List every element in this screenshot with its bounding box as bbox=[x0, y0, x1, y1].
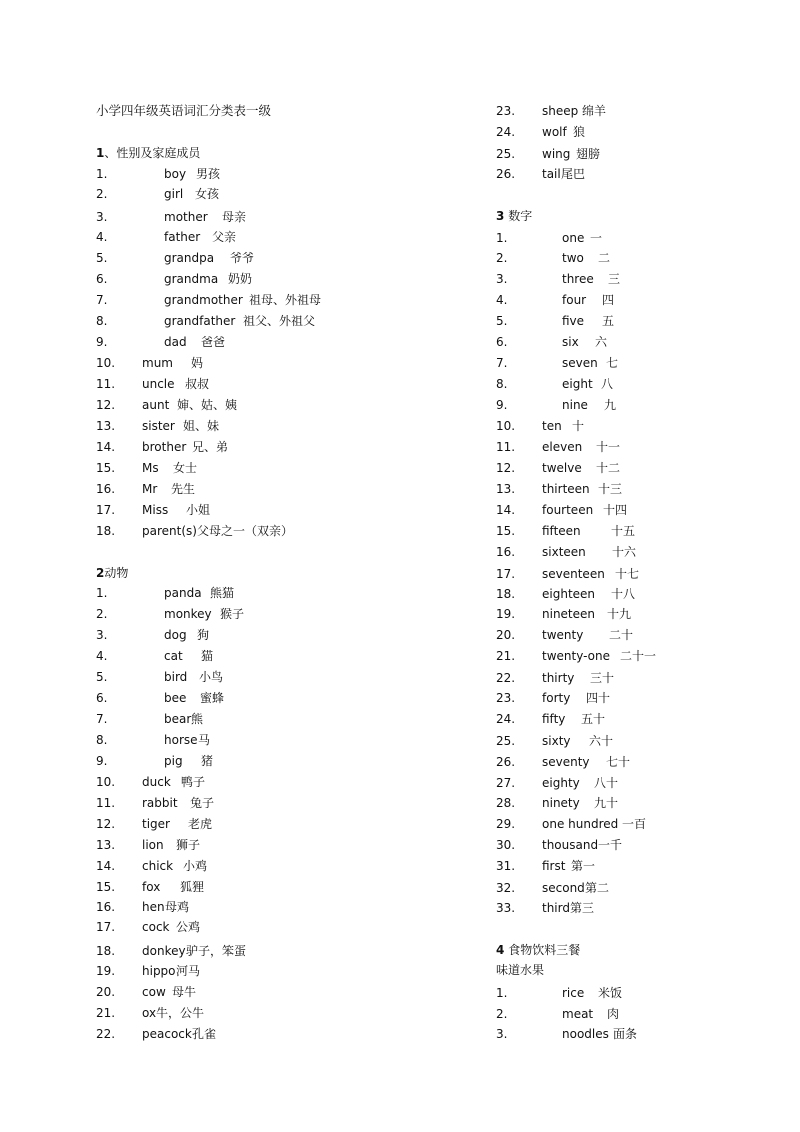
english-word: fifty bbox=[542, 712, 566, 726]
item-number: 12. bbox=[96, 817, 116, 831]
english-word: hippo bbox=[142, 964, 176, 978]
chinese-meaning: 米饭 bbox=[598, 986, 623, 1000]
item-number: 12. bbox=[496, 461, 516, 475]
item-number: 12. bbox=[96, 398, 116, 412]
item-number: 5. bbox=[96, 251, 108, 265]
english-word: grandmother bbox=[164, 293, 243, 307]
chinese-meaning: 祖母、外祖母 bbox=[249, 293, 322, 307]
english-word: meat bbox=[562, 1007, 594, 1021]
english-word: eight bbox=[562, 377, 593, 391]
chinese-meaning: 男孩 bbox=[196, 167, 221, 181]
item-number: 33. bbox=[496, 901, 516, 915]
english-word: mother bbox=[164, 210, 208, 224]
section-title: 动物 bbox=[104, 566, 129, 580]
chinese-meaning: 母亲 bbox=[222, 210, 247, 224]
item-number: 24. bbox=[496, 712, 516, 726]
item-number: 4. bbox=[496, 293, 508, 307]
chinese-meaning: 老虎 bbox=[188, 817, 213, 831]
english-word: dad bbox=[164, 335, 187, 349]
english-word: uncle bbox=[142, 377, 175, 391]
english-word: thirteen bbox=[542, 482, 590, 496]
item-number: 16. bbox=[496, 545, 516, 559]
item-number: 9. bbox=[96, 754, 108, 768]
item-number: 26. bbox=[496, 167, 516, 181]
item-number: 2. bbox=[96, 187, 108, 201]
english-word: peacock bbox=[142, 1027, 192, 1041]
english-word: rabbit bbox=[142, 796, 178, 810]
item-number: 8. bbox=[96, 733, 108, 747]
chinese-meaning: 二 bbox=[598, 251, 611, 265]
chinese-meaning: 母鸡 bbox=[165, 900, 190, 914]
chinese-meaning: 马 bbox=[198, 733, 211, 747]
section-heading-animals bbox=[96, 565, 128, 581]
english-word: cock bbox=[142, 920, 170, 934]
english-word: Ms bbox=[142, 461, 159, 475]
chinese-meaning: 小鸡 bbox=[183, 859, 208, 873]
chinese-meaning: 十二 bbox=[596, 461, 621, 475]
chinese-meaning: 女孩 bbox=[195, 187, 220, 201]
english-word: sister bbox=[142, 419, 175, 433]
english-word: sheep bbox=[542, 104, 579, 118]
english-word: parent(s) bbox=[142, 524, 197, 538]
item-number: 10. bbox=[96, 775, 116, 789]
chinese-meaning: 八 bbox=[601, 377, 614, 391]
chinese-meaning: 奶奶 bbox=[228, 272, 253, 286]
chinese-meaning: 十一 bbox=[596, 440, 621, 454]
english-word: tail bbox=[542, 167, 561, 181]
item-number: 10. bbox=[496, 419, 516, 433]
item-number: 15. bbox=[96, 461, 116, 475]
section-heading-family bbox=[96, 145, 200, 161]
chinese-meaning: 五十 bbox=[581, 712, 606, 726]
english-word: one hundred bbox=[542, 817, 619, 831]
chinese-meaning: 兄、弟 bbox=[192, 440, 229, 454]
english-word: eighteen bbox=[542, 587, 596, 601]
chinese-meaning: 三十 bbox=[590, 671, 615, 685]
chinese-meaning: 十五 bbox=[611, 524, 636, 538]
item-number: 13. bbox=[96, 838, 116, 852]
english-word: six bbox=[562, 335, 579, 349]
english-word: bee bbox=[164, 691, 187, 705]
english-word: second bbox=[542, 881, 585, 895]
item-number: 29. bbox=[496, 817, 516, 831]
item-number: 8. bbox=[96, 314, 108, 328]
english-word: horse bbox=[164, 733, 198, 747]
english-word: grandfather bbox=[164, 314, 236, 328]
item-number: 22. bbox=[496, 671, 516, 685]
chinese-meaning: 二十 bbox=[609, 628, 634, 642]
item-number: 17. bbox=[96, 920, 116, 934]
item-number: 21. bbox=[96, 1006, 116, 1020]
chinese-meaning: 九 bbox=[604, 398, 617, 412]
item-number: 1. bbox=[96, 167, 108, 181]
item-number: 16. bbox=[96, 482, 116, 496]
chinese-meaning: 父亲 bbox=[212, 230, 237, 244]
chinese-meaning: 婶、姑、姨 bbox=[177, 398, 238, 412]
item-number: 14. bbox=[96, 440, 116, 454]
english-word: dog bbox=[164, 628, 187, 642]
chinese-meaning: 十八 bbox=[611, 587, 636, 601]
english-word: pig bbox=[164, 754, 183, 768]
chinese-meaning: 八十 bbox=[594, 776, 619, 790]
item-number: 8. bbox=[496, 377, 508, 391]
chinese-meaning: 驴子，笨蛋 bbox=[186, 944, 247, 958]
item-number: 2. bbox=[496, 251, 508, 265]
english-word: cat bbox=[164, 649, 183, 663]
item-number: 18. bbox=[96, 944, 116, 958]
english-word: brother bbox=[142, 440, 187, 454]
chinese-meaning: 十七 bbox=[615, 567, 640, 581]
chinese-meaning: 狮子 bbox=[176, 838, 201, 852]
chinese-meaning: 十三 bbox=[598, 482, 623, 496]
chinese-meaning: 叔叔 bbox=[185, 377, 210, 391]
item-number: 19. bbox=[96, 964, 116, 978]
item-number: 18. bbox=[96, 524, 116, 538]
item-number: 10. bbox=[96, 356, 116, 370]
item-number: 20. bbox=[96, 985, 116, 999]
item-number: 23. bbox=[496, 104, 516, 118]
item-number: 3. bbox=[96, 210, 108, 224]
chinese-meaning: 公鸡 bbox=[176, 920, 201, 934]
item-number: 16. bbox=[96, 900, 116, 914]
chinese-meaning: 女士 bbox=[173, 461, 198, 475]
chinese-meaning: 十 bbox=[572, 419, 585, 433]
english-word: ox bbox=[142, 1006, 157, 1020]
chinese-meaning: 爷爷 bbox=[230, 251, 255, 265]
english-word: eleven bbox=[542, 440, 583, 454]
english-word: hen bbox=[142, 900, 165, 914]
english-word: three bbox=[562, 272, 594, 286]
english-word: boy bbox=[164, 167, 187, 181]
english-word: twenty bbox=[542, 628, 584, 642]
english-word: one bbox=[562, 231, 585, 245]
chinese-meaning: 孔雀 bbox=[192, 1027, 217, 1041]
item-number: 22. bbox=[96, 1027, 116, 1041]
english-word: aunt bbox=[142, 398, 170, 412]
item-number: 19. bbox=[496, 607, 516, 621]
chinese-meaning: 妈 bbox=[191, 356, 204, 370]
item-number: 30. bbox=[496, 838, 516, 852]
english-word: bird bbox=[164, 670, 188, 684]
english-word: two bbox=[562, 251, 584, 265]
item-number: 1. bbox=[496, 986, 508, 1000]
item-number: 4. bbox=[96, 649, 108, 663]
english-word: nineteen bbox=[542, 607, 596, 621]
english-word: ninety bbox=[542, 796, 580, 810]
english-word: panda bbox=[164, 586, 202, 600]
english-word: seventeen bbox=[542, 567, 605, 581]
item-number: 24. bbox=[496, 125, 516, 139]
english-word: Mr bbox=[142, 482, 158, 496]
chinese-meaning: 河马 bbox=[176, 964, 201, 978]
item-number: 3. bbox=[496, 1027, 508, 1041]
item-number: 7. bbox=[96, 712, 108, 726]
section-title: 数字 bbox=[508, 209, 533, 223]
english-word: tiger bbox=[142, 817, 170, 831]
item-number: 11. bbox=[96, 796, 116, 810]
section-heading-food-line2: 味道水果 bbox=[496, 963, 545, 977]
chinese-meaning: 五 bbox=[602, 314, 615, 328]
chinese-meaning: 六 bbox=[595, 335, 608, 349]
english-word: bear bbox=[164, 712, 192, 726]
item-number: 18. bbox=[496, 587, 516, 601]
english-word: forty bbox=[542, 691, 571, 705]
item-number: 11. bbox=[496, 440, 516, 454]
chinese-meaning: 熊 bbox=[191, 712, 204, 726]
item-number: 1. bbox=[496, 231, 508, 245]
chinese-meaning: 小姐 bbox=[186, 503, 211, 517]
english-word: nine bbox=[562, 398, 588, 412]
chinese-meaning: 十六 bbox=[612, 545, 637, 559]
english-word: four bbox=[562, 293, 587, 307]
english-word: fourteen bbox=[542, 503, 594, 517]
english-word: father bbox=[164, 230, 201, 244]
chinese-meaning: 十四 bbox=[603, 503, 628, 517]
english-word: mum bbox=[142, 356, 173, 370]
item-number: 6. bbox=[496, 335, 508, 349]
section-number: 4 bbox=[496, 943, 505, 957]
chinese-meaning: 牛，公牛 bbox=[156, 1006, 205, 1020]
item-number: 2. bbox=[96, 607, 108, 621]
english-word: twelve bbox=[542, 461, 582, 475]
english-word: noodles bbox=[562, 1027, 609, 1041]
chinese-meaning: 蜜蜂 bbox=[200, 691, 225, 705]
item-number: 3. bbox=[496, 272, 508, 286]
english-word: third bbox=[542, 901, 570, 915]
english-word: girl bbox=[164, 187, 184, 201]
chinese-meaning: 三 bbox=[608, 272, 621, 286]
english-word: fifteen bbox=[542, 524, 581, 538]
chinese-meaning: 肉 bbox=[607, 1007, 620, 1021]
item-number: 17. bbox=[496, 567, 516, 581]
chinese-meaning: 父母之一（双亲） bbox=[197, 524, 294, 538]
item-number: 14. bbox=[496, 503, 516, 517]
item-number: 28. bbox=[496, 796, 516, 810]
english-word: lion bbox=[142, 838, 164, 852]
chinese-meaning: 第三 bbox=[570, 901, 595, 915]
chinese-meaning: 鸭子 bbox=[181, 775, 206, 789]
english-word: first bbox=[542, 859, 566, 873]
item-number: 7. bbox=[96, 293, 108, 307]
english-word: fox bbox=[142, 880, 161, 894]
item-number: 21. bbox=[496, 649, 516, 663]
chinese-meaning: 母牛 bbox=[172, 985, 197, 999]
english-word: monkey bbox=[164, 607, 212, 621]
item-number: 15. bbox=[496, 524, 516, 538]
chinese-meaning: 爸爸 bbox=[201, 335, 226, 349]
item-number: 9. bbox=[496, 398, 508, 412]
item-number: 2. bbox=[496, 1007, 508, 1021]
english-word: thousand bbox=[542, 838, 599, 852]
item-number: 13. bbox=[496, 482, 516, 496]
item-number: 31. bbox=[496, 859, 516, 873]
english-word: sixteen bbox=[542, 545, 586, 559]
chinese-meaning: 九十 bbox=[594, 796, 619, 810]
chinese-meaning: 尾巴 bbox=[561, 167, 586, 181]
english-word: twenty-one bbox=[542, 649, 610, 663]
chinese-meaning: 猫 bbox=[201, 649, 214, 663]
chinese-meaning: 小鸟 bbox=[199, 670, 224, 684]
english-word: eighty bbox=[542, 776, 580, 790]
english-word: seven bbox=[562, 356, 598, 370]
item-number: 26. bbox=[496, 755, 516, 769]
item-number: 6. bbox=[96, 272, 108, 286]
item-number: 17. bbox=[96, 503, 116, 517]
section-number: 1 bbox=[96, 146, 105, 160]
item-number: 25. bbox=[496, 734, 516, 748]
chinese-meaning: 一千 bbox=[598, 838, 623, 852]
item-number: 4. bbox=[96, 230, 108, 244]
english-word: thirty bbox=[542, 671, 575, 685]
item-number: 6. bbox=[96, 691, 108, 705]
document-title: 小学四年级英语词汇分类表一级 bbox=[96, 103, 272, 118]
chinese-meaning: 翅膀 bbox=[576, 147, 601, 161]
chinese-meaning: 狐狸 bbox=[180, 880, 205, 894]
chinese-meaning: 第一 bbox=[571, 859, 596, 873]
chinese-meaning: 十九 bbox=[607, 607, 632, 621]
item-number: 5. bbox=[496, 314, 508, 328]
chinese-meaning: 七 bbox=[606, 356, 619, 370]
item-number: 13. bbox=[96, 419, 116, 433]
english-word: grandpa bbox=[164, 251, 215, 265]
chinese-meaning: 一 bbox=[590, 231, 603, 245]
chinese-meaning: 面条 bbox=[613, 1027, 638, 1041]
item-number: 23. bbox=[496, 691, 516, 705]
chinese-meaning: 猴子 bbox=[220, 607, 245, 621]
english-word: wolf bbox=[542, 125, 567, 139]
english-word: duck bbox=[142, 775, 171, 789]
english-word: cow bbox=[142, 985, 166, 999]
chinese-meaning: 绵羊 bbox=[582, 104, 607, 118]
english-word: ten bbox=[542, 419, 562, 433]
chinese-meaning: 狗 bbox=[197, 628, 210, 642]
item-number: 3. bbox=[96, 628, 108, 642]
chinese-meaning: 猪 bbox=[201, 754, 214, 768]
item-number: 11. bbox=[96, 377, 116, 391]
item-number: 32. bbox=[496, 881, 516, 895]
item-number: 1. bbox=[96, 586, 108, 600]
chinese-meaning: 熊猫 bbox=[210, 586, 235, 600]
english-word: chick bbox=[142, 859, 174, 873]
section-number: 3 bbox=[496, 209, 505, 223]
english-word: Miss bbox=[142, 503, 169, 517]
english-word: rice bbox=[562, 986, 585, 1000]
english-word: grandma bbox=[164, 272, 219, 286]
english-word: seventy bbox=[542, 755, 590, 769]
english-word: donkey bbox=[142, 944, 186, 958]
chinese-meaning: 狼 bbox=[573, 125, 586, 139]
chinese-meaning: 一百 bbox=[622, 817, 647, 831]
chinese-meaning: 先生 bbox=[171, 482, 196, 496]
section-heading-food bbox=[496, 942, 580, 958]
section-heading-numbers bbox=[496, 208, 532, 224]
chinese-meaning: 二十一 bbox=[620, 649, 657, 663]
chinese-meaning: 兔子 bbox=[190, 796, 215, 810]
chinese-meaning: 六十 bbox=[589, 734, 614, 748]
chinese-meaning: 四十 bbox=[586, 691, 611, 705]
item-number: 27. bbox=[496, 776, 516, 790]
item-number: 9. bbox=[96, 335, 108, 349]
chinese-meaning: 七十 bbox=[606, 755, 631, 769]
chinese-meaning: 四 bbox=[602, 293, 615, 307]
item-number: 15. bbox=[96, 880, 116, 894]
item-number: 5. bbox=[96, 670, 108, 684]
english-word: five bbox=[562, 314, 585, 328]
english-word: wing bbox=[542, 147, 571, 161]
section-number: 2 bbox=[96, 566, 105, 580]
item-number: 7. bbox=[496, 356, 508, 370]
chinese-meaning: 第二 bbox=[585, 881, 610, 895]
section-title: 、性别及家庭成员 bbox=[104, 146, 201, 160]
chinese-meaning: 祖父、外祖父 bbox=[243, 314, 316, 328]
section-title: 食物饮料三餐 bbox=[508, 943, 581, 957]
item-number: 25. bbox=[496, 147, 516, 161]
item-number: 20. bbox=[496, 628, 516, 642]
chinese-meaning: 姐、妹 bbox=[183, 419, 220, 433]
english-word: sixty bbox=[542, 734, 571, 748]
item-number: 14. bbox=[96, 859, 116, 873]
